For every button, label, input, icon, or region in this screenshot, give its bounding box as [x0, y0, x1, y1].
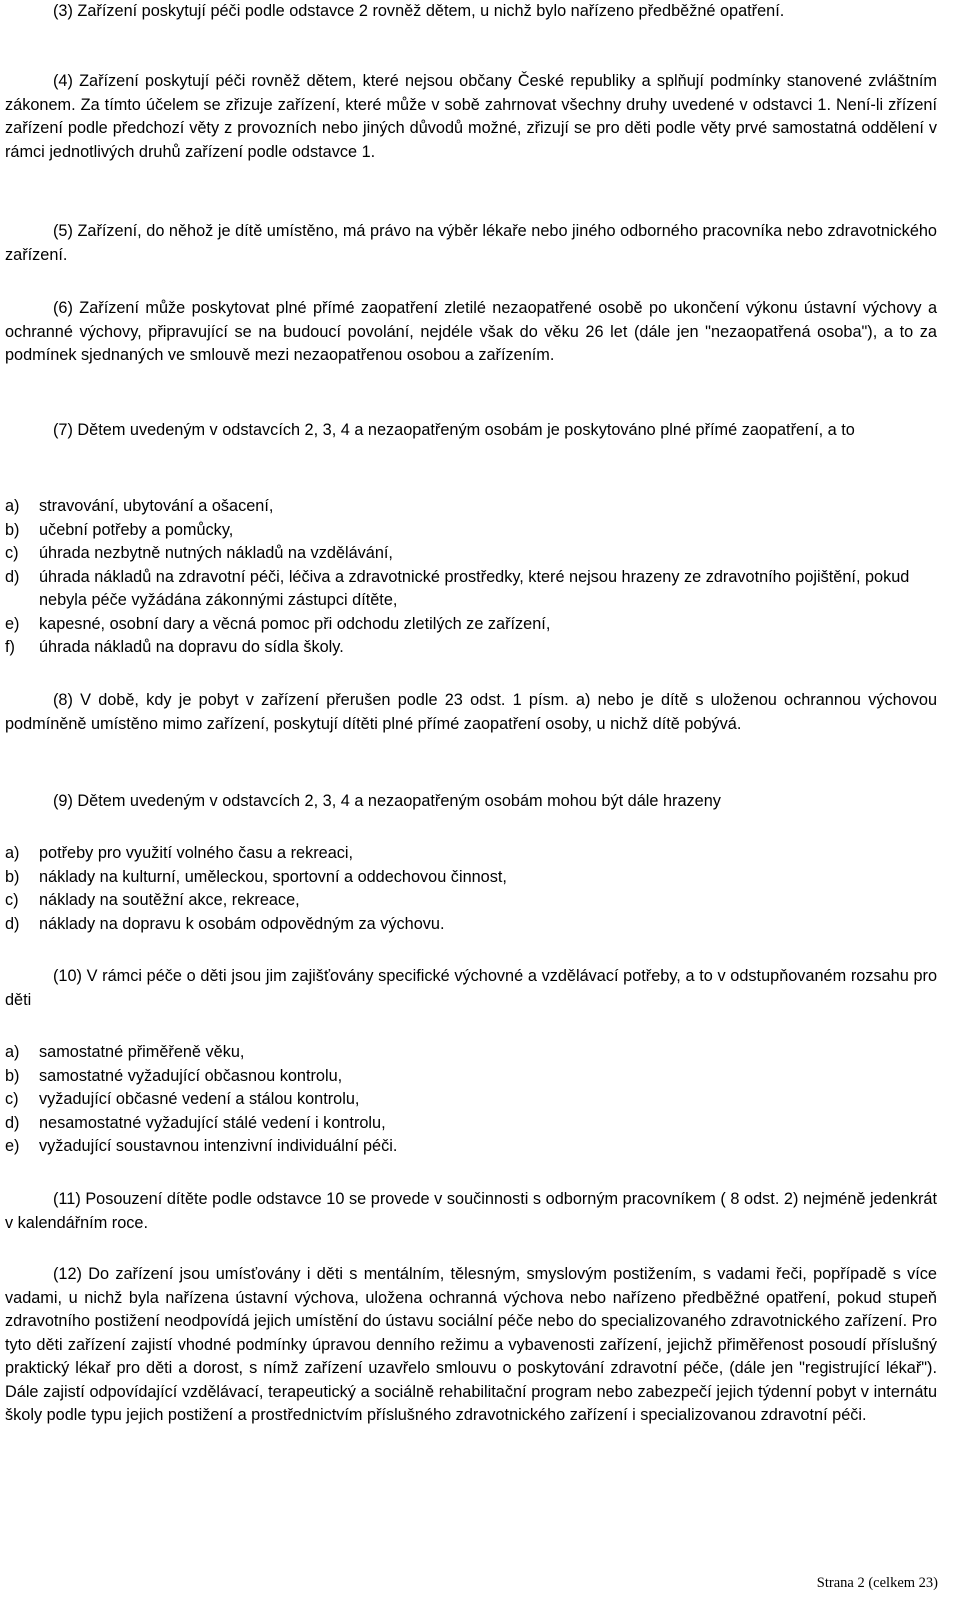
paragraph-10	[5, 965, 937, 1012]
list-item: d) úhrada nákladů na zdravotní péči, léčiva a zdravotnické prostředky, které nejsou hrazeny ze zdravotního pojištění, pokud nebyla péče vyžádána zákonnými zástupci dítěte,	[5, 567, 910, 609]
list-item: e) vyžadující soustavnou intenzivní individuální péči.	[5, 1137, 398, 1155]
list-item: d) náklady na dopravu k osobám odpovědným za výchovu.	[5, 914, 445, 933]
list-item: c) úhrada nezbytně nutných nákladů na vzdělávání,	[5, 544, 393, 562]
paragraph-7	[5, 419, 937, 443]
list-item: c) náklady na soutěžní akce, rekreace,	[5, 891, 300, 909]
page-number: Strana 2 (celkem 23)	[816, 1575, 938, 1591]
paragraph-8	[5, 689, 937, 736]
paragraph-5-text: (5) Zařízení, do něhož je dítě umístěno, má právo na výběr lékaře nebo jiného odborného pracovníka nebo zdravotnického zařízení.	[5, 222, 937, 264]
paragraph-4-text: (4) Zařízení poskytují péči rovněž dětem, které nejsou občany České republiky a splňují podmínky stanovené zvláštním zákonem. Za tímto účelem se zřizuje zařízení, které může v sobě zahrnovat všechny druhy uvedené v odstavci 1. Není-li zřízení zařízení podle předchozí věty z provozních nebo jiných důvodů možné, zřizují se pro děti podle věty prvé samostatná oddělení v rámci jednotlivých druhů zařízení podle odstavce 1.	[5, 72, 937, 161]
list-item: b) učební potřeby a pomůcky,	[5, 520, 234, 539]
paragraph-6-text: (6) Zařízení může poskytovat plné přímé zaopatření zletilé nezaopatřené osobě po ukončení výkonu ústavní výchovy a ochranné výchovy, připravující se na budoucí povolání, nejdéle však do věku 26 let (dále jen "nezaopatřená osoba"), a to za podmínek sjednaných ve smlouvě mezi nezaopatřenou osobou a zařízením.	[5, 299, 937, 364]
list-item: a) potřeby pro využití volného času a rekreaci,	[5, 844, 354, 862]
paragraph-11-text: (11) Posouzení dítěte podle odstavce 10 se provede v součinnosti s odborným pracovníkem ( 8 odst. 2) nejméně jedenkrát v kalendářním roce.	[5, 1190, 937, 1232]
list-item: b) náklady na kulturní, uměleckou, sportovní a oddechovou činnost,	[5, 867, 507, 886]
list-paragraph-7	[5, 495, 937, 660]
paragraph-12	[5, 1263, 937, 1428]
list-item: f) úhrada nákladů na dopravu do sídla školy.	[5, 638, 344, 656]
list-item: a) samostatné přiměřeně věku,	[5, 1043, 245, 1061]
paragraph-5	[5, 220, 937, 267]
paragraph-8-text: (8) V době, kdy je pobyt v zařízení přerušen podle 23 odst. 1 písm. a) nebo je dítě s uloženou ochrannou výchovou podmíněně umístěno mimo zařízení, poskytují dítěti plné přímé zaopatření osoby, u nichž dítě pobývá.	[5, 691, 937, 733]
list-item: b) samostatné vyžadující občasnou kontrolu,	[5, 1066, 343, 1085]
paragraph-6	[5, 297, 937, 368]
paragraph-3	[5, 0, 937, 24]
paragraph-9-text: (9) Dětem uvedeným v odstavcích 2, 3, 4 a nezaopatřeným osobám mohou být dále hrazeny	[53, 792, 721, 810]
paragraph-4	[5, 70, 937, 164]
paragraph-3-text: (3) Zařízení poskytují péči podle odstavce 2 rovněž dětem, u nichž bylo nařízeno předběžné opatření.	[53, 2, 785, 20]
list-item: d) nesamostatné vyžadující stálé vedení i kontrolu,	[5, 1113, 386, 1132]
paragraph-10-text: (10) V rámci péče o děti jsou jim zajišťovány specifické výchovné a vzdělávací potřeby, a to v odstupňovaném rozsahu pro děti	[5, 967, 937, 1009]
list-item: e) kapesné, osobní dary a věcná pomoc při odchodu zletilých ze zařízení,	[5, 614, 551, 633]
list-item: c) vyžadující občasné vedení a stálou kontrolu,	[5, 1090, 360, 1108]
list-paragraph-10	[5, 1041, 937, 1159]
paragraph-11	[5, 1188, 937, 1235]
paragraph-9	[5, 790, 937, 814]
paragraph-12-text: (12) Do zařízení jsou umísťovány i děti s mentálním, tělesným, smyslovým postižením, s vadami řeči, popřípadě s více vadami, u nichž byla nařízena ústavní výchova, uložena ochranná výchova nebo nařízeno předběžné opatření, pokud stupeň zdravotního postižení neodpovídá jejich umístění do ústavu sociální péče nebo do specializovaného zdravotnického zařízení. Pro tyto děti zařízení zajistí vhodné podmínky úpravou denního režimu a vybavenosti zařízení, jejichž přiměřenost posoudí příslušný praktický lékař pro děti a dorost, s nímž zařízení uzavřelo smlouvu o poskytování zdravotní péče, (dále jen "registrující lékař"). Dále zajistí odpovídající vzdělávací, terapeutický a sociálně rehabilitační program nebo zabezpečí jejich týdenní pobyt v internátu školy podle typu jejich postižení a prostřednictvím příslušného zdravotnického zařízení i specializovanou zdravotní péči.	[5, 1265, 937, 1424]
list-paragraph-9	[5, 842, 937, 936]
list-item: a) stravování, ubytování a ošacení,	[5, 497, 274, 515]
paragraph-7-text: (7) Dětem uvedeným v odstavcích 2, 3, 4 a nezaopatřeným osobám je poskytováno plné přímé zaopatření, a to	[53, 421, 855, 439]
